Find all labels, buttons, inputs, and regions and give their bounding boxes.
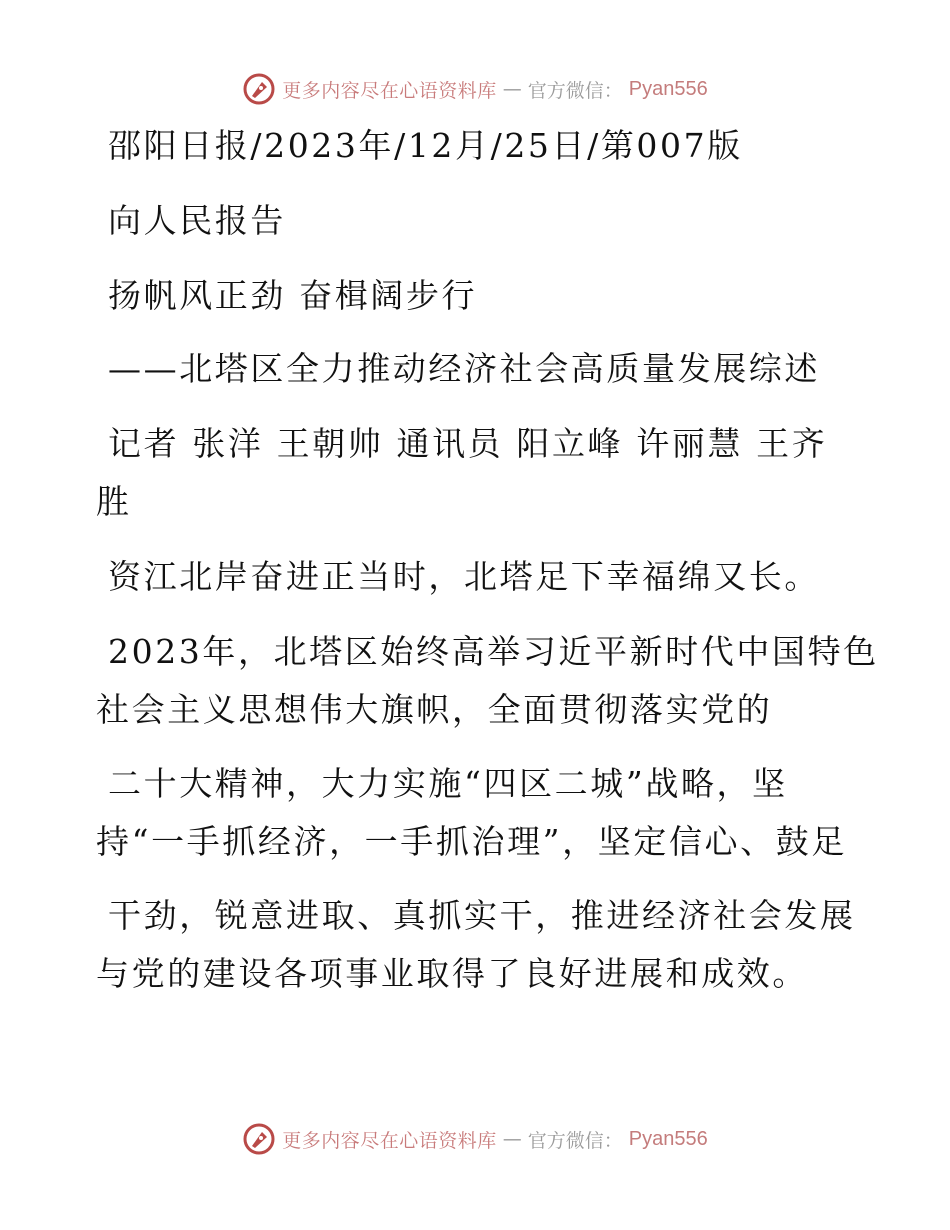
watermark-contact-id: Pyan556 bbox=[628, 1127, 708, 1150]
article-subheadline: ——北塔区全力推动经济社会高质量发展综述 bbox=[108, 349, 820, 388]
article-byline-continued: 胜 bbox=[96, 482, 132, 521]
article-paragraph-4-line-2: 与党的建设各项事业取得了良好进展和成效。 bbox=[96, 954, 808, 993]
article-paragraph-4-line-1: 干劲，锐意进取、真抓实干，推进经济社会发展 bbox=[108, 896, 856, 935]
watermark-text: 更多内容尽在心语资料库 bbox=[282, 79, 497, 102]
footer-watermark bbox=[0, 1122, 950, 1156]
watermark-separator: — bbox=[502, 78, 522, 100]
header-watermark bbox=[0, 72, 950, 106]
watermark-text: 更多内容尽在心语资料库 bbox=[282, 1129, 497, 1152]
watermark-separator: — bbox=[502, 1128, 522, 1150]
article-headline: 扬帆风正劲 奋楫阔步行 bbox=[108, 276, 478, 315]
article-paragraph-2-line-2: 社会主义思想伟大旗帜，全面贯彻落实党的 bbox=[96, 690, 773, 729]
article-source: 邵阳日报/2023年/12月/25日/第007版 bbox=[108, 126, 743, 165]
pen-nib-logo-icon bbox=[242, 1122, 276, 1156]
watermark-contact-label: 官方微信： bbox=[527, 79, 623, 102]
article-paragraph-1: 资江北岸奋进正当时，北塔足下幸福绵又长。 bbox=[108, 557, 820, 596]
article-paragraph-3-line-2: 持“一手抓经济，一手抓治理”，坚定信心、鼓足 bbox=[96, 822, 847, 861]
watermark-contact-id: Pyan556 bbox=[628, 77, 708, 100]
article-column: 向人民报告 bbox=[108, 201, 286, 240]
watermark-contact-label: 官方微信： bbox=[527, 1129, 623, 1152]
pen-nib-logo-icon bbox=[242, 72, 276, 106]
article-byline: 记者 张洋 王朝帅 通讯员 阳立峰 许丽慧 王齐 bbox=[108, 424, 828, 463]
article-paragraph-2-line-1: 2023年，北塔区始终高举习近平新时代中国特色 bbox=[108, 632, 879, 671]
article-paragraph-3-line-1: 二十大精神，大力实施“四区二城”战略，坚 bbox=[108, 764, 788, 803]
